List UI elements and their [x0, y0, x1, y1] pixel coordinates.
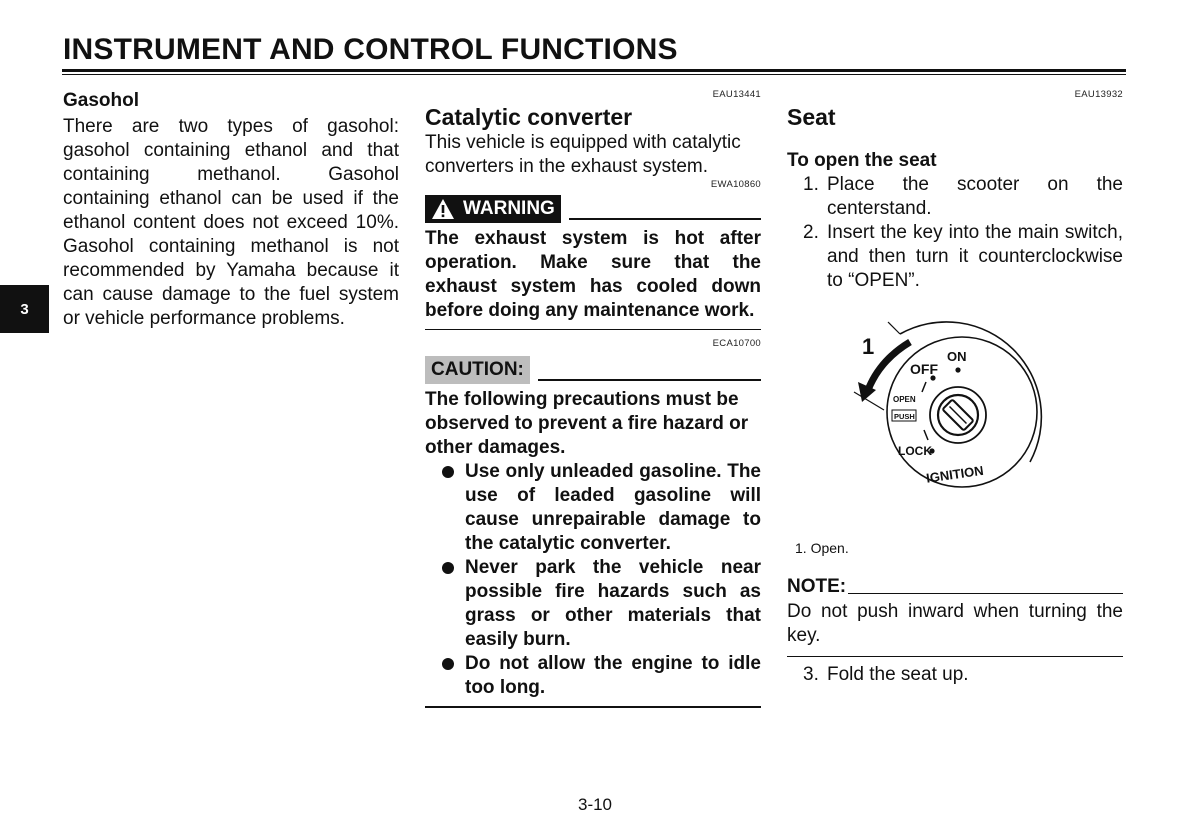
- caution-item: Do not allow the engine to idle too long.: [425, 652, 761, 700]
- caution-underline: [538, 379, 761, 381]
- bullet-icon: [442, 658, 454, 670]
- seat-section: [787, 89, 1123, 293]
- warning-triangle-icon: [431, 198, 455, 220]
- position-dot: [955, 367, 960, 372]
- caution-list: [425, 460, 761, 700]
- seat-section-continued: [787, 540, 1123, 687]
- push-label: PUSH: [894, 412, 915, 421]
- off-label: OFF: [910, 361, 938, 377]
- warning-header: [425, 195, 761, 223]
- catalytic-section: [425, 89, 761, 708]
- caution-end-rule: [425, 706, 761, 708]
- caution-item: Never park the vehicle near possible fire hazards such as grass or other materials that easily burn.: [425, 556, 761, 652]
- warning-code: EWA10860: [710, 179, 761, 190]
- note-header: [787, 576, 1123, 598]
- warning-badge: [425, 195, 561, 223]
- warning-text: The exhaust system is hot after operation. Make sure that the exhaust system has cooled down before doing any maintenance work.: [425, 228, 761, 321]
- lock-label: LOCK: [898, 444, 932, 458]
- main-switch-illustration: [840, 312, 1050, 502]
- note-label: NOTE:: [787, 576, 847, 597]
- warning-underline: [569, 218, 761, 220]
- seat-heading: Seat: [787, 104, 836, 130]
- on-label: ON: [947, 349, 967, 364]
- bullet-icon: [442, 562, 454, 574]
- seat-subheading: To open the seat: [787, 150, 937, 171]
- page-number: 3-10: [577, 795, 613, 814]
- chapter-tab[interactable]: 3: [0, 285, 49, 333]
- caution-code: ECA10700: [712, 338, 761, 349]
- figure-caption: 1. Open.: [795, 540, 849, 556]
- seat-code: EAU13932: [1074, 89, 1123, 100]
- open-label: OPEN: [893, 395, 916, 404]
- header-rule: [62, 69, 1126, 72]
- step-item: 3. Fold the seat up.: [803, 664, 969, 685]
- gasohol-text: There are two types of gasohol: gasohol containing ethanol and that containing methanol. Gasohol containing ethanol can be used if the ethanol content does not exceed 10%. Gasohol containing methanol is not recommended by Yamaha because it can cause damage to the fuel system or vehicle performance problems.: [63, 116, 399, 329]
- gasohol-heading: Gasohol: [63, 90, 140, 111]
- catalytic-code: EAU13441: [712, 89, 761, 100]
- caution-intro: The following precautions must be observed to prevent a fire hazard or other damages.: [425, 389, 749, 458]
- gasohol-section: [63, 89, 399, 331]
- header-rule-thin: [62, 74, 1126, 75]
- leader-line: [888, 322, 900, 334]
- warning-label: WARNING: [463, 198, 555, 219]
- note-text: Do not push inward when turning the key.: [787, 601, 1123, 646]
- catalytic-heading: Catalytic converter: [425, 104, 633, 130]
- bullet-icon: [442, 466, 454, 478]
- catalytic-text: This vehicle is equipped with catalytic converters in the exhaust system.: [425, 132, 741, 177]
- warning-end-rule: [425, 329, 761, 330]
- step-item: 2. Insert the key into the main switch, and then turn it counterclockwise to “OPEN”.: [803, 222, 1123, 291]
- note-underline: [848, 593, 1123, 594]
- seat-steps-continued: [787, 663, 1123, 687]
- page-title: INSTRUMENT AND CONTROL FUNCTIONS: [63, 33, 678, 66]
- seat-steps: [787, 173, 1123, 293]
- caution-badge: CAUTION:: [425, 356, 530, 384]
- caution-header: [425, 356, 761, 384]
- step-item: 1. Place the scooter on the centerstand.: [803, 174, 1123, 219]
- note-end-rule: [787, 656, 1123, 657]
- caution-item: Use only unleaded gasoline. The use of leaded gasoline will cause unrepairable damage to the catalytic converter.: [425, 460, 761, 556]
- ignition-label: IGNITION: [925, 462, 985, 486]
- callout-number: 1: [862, 334, 875, 359]
